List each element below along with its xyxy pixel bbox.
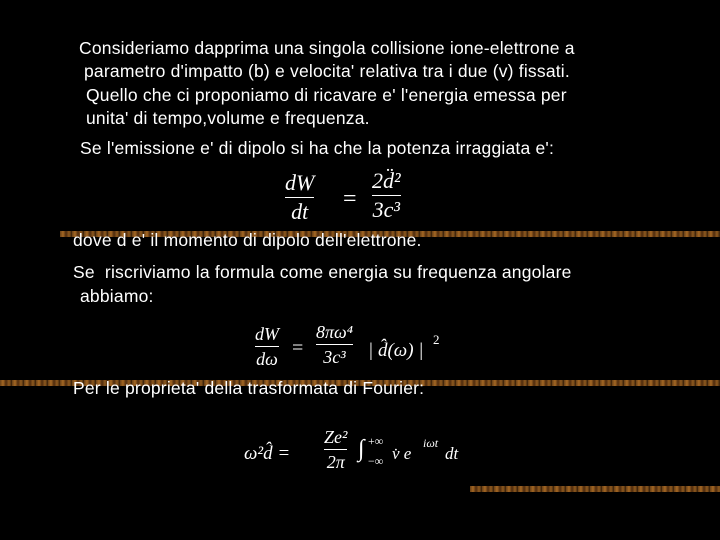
eq2-rhs-den: 3c³ <box>323 347 346 367</box>
eq3-upper-limit: +∞ <box>368 434 384 448</box>
eq2-rhs-num: 8πω⁴ <box>316 322 353 342</box>
intro-line-2: parametro d'impatto (b) e velocita' relativa tra i due (v) fissati. <box>84 61 570 81</box>
eq1-lhs-num: dW <box>285 170 315 195</box>
eq3-exponent: iωt <box>423 436 439 450</box>
eq3-differential: dt <box>445 444 459 463</box>
intro-line-3: Quello che ci proponiamo di ricavare e' l'energia emessa per <box>86 85 567 105</box>
eq2-lhs-num: dW <box>255 324 279 344</box>
eq3-lhs: ω²d̂ = <box>244 443 291 464</box>
eq3-integrand: v̇ e <box>392 444 412 463</box>
eq1-rhs-fraction <box>372 170 401 221</box>
intro-line-4: unita' di tempo,volume e frequenza. <box>86 108 370 128</box>
eq3-lower-limit: −∞ <box>368 454 384 468</box>
eq3-integral-sign: ∫ <box>358 436 365 462</box>
eq1-lhs-den: dt <box>291 199 309 224</box>
rewrite-line-2: abbiamo: <box>80 286 154 306</box>
rewrite-line-1: Se riscriviamo la formula come energia su frequenza angolare <box>73 262 572 282</box>
eq2-rhs-fraction <box>316 323 353 366</box>
equation-fourier-transform <box>240 426 480 482</box>
eq2-lhs-den: dω <box>256 349 278 369</box>
eq2-fourier-magnitude: | d̂(ω) | <box>368 340 424 361</box>
eq3-frac-num: Ze² <box>324 427 348 447</box>
eq2-equals: = <box>292 337 304 359</box>
decorative-band-3 <box>470 486 720 492</box>
dipole-sentence: Se l'emissione e' di dipolo si ha che la potenza irraggiata e': <box>80 138 555 158</box>
eq1-rhs-num: 2d̈² <box>372 168 401 193</box>
intro-line-1: Consideriamo dapprima una singola collisione ione-elettrone a <box>79 38 575 58</box>
eq3-fraction <box>324 428 347 471</box>
equation-energy-frequency <box>250 320 470 380</box>
eq1-lhs-fraction <box>285 172 314 223</box>
eq3-frac-den: 2π <box>326 452 345 472</box>
eq1-equals: = <box>343 186 357 212</box>
eq2-exponent: 2 <box>433 332 440 347</box>
fourier-sentence: Per le proprieta' della trasformata di Fourier: <box>73 378 425 398</box>
moment-sentence: dove d e' il momento di dipolo dell'elettrone. <box>73 230 422 250</box>
eq2-lhs-fraction <box>255 325 279 368</box>
equation-power <box>280 168 440 228</box>
eq1-rhs-den: 3c³ <box>372 197 400 222</box>
